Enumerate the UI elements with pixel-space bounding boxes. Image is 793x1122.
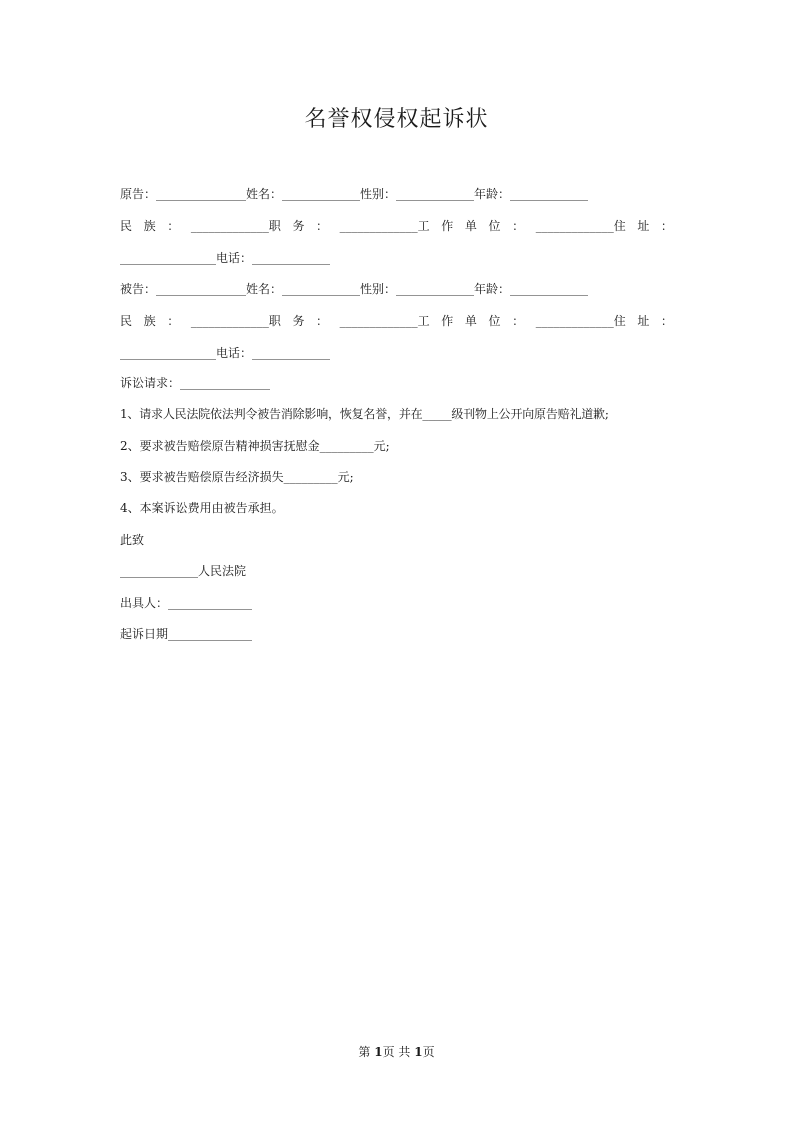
footer-mid: 页 共: [382, 1045, 415, 1059]
text-segment: 务: [292, 314, 305, 328]
text-segment: 族: [143, 314, 156, 328]
text-segment: 族: [143, 219, 156, 233]
text-segment: 作: [441, 314, 454, 328]
issuer-line: 出具人：______________: [120, 596, 253, 610]
text-segment: 位: [488, 314, 501, 328]
text-segment: ：: [167, 314, 180, 328]
text-segment: _____________工: [339, 219, 430, 233]
total-page-number: 1: [414, 1045, 423, 1059]
text-segment: ：: [167, 219, 180, 233]
text-segment: ：: [660, 219, 673, 233]
text-segment: ：: [316, 219, 329, 233]
claim-item: 4、本案诉讼费用由被告承担。: [120, 501, 284, 515]
text-segment: 民: [120, 314, 133, 328]
text-segment: _____________职: [190, 219, 281, 233]
page-footer: [0, 1043, 793, 1060]
current-page-number: 1: [374, 1045, 383, 1059]
court-line: _____________人民法院: [120, 564, 247, 578]
text-segment: _____________住: [535, 219, 626, 233]
plaintiff-line-2: [120, 218, 673, 234]
defendant-line-2: [120, 313, 673, 329]
claim-item: 2、要求被告赔偿原告精神损害抚慰金_________元;: [120, 439, 390, 453]
text-segment: 单: [464, 219, 477, 233]
text-segment: _____________职: [190, 314, 281, 328]
text-segment: ：: [512, 219, 525, 233]
text-segment: ：: [316, 314, 329, 328]
text-segment: 址: [637, 314, 650, 328]
defendant-line-1: 被告：_______________姓名：_____________性别：_____________年龄：_____________: [120, 282, 589, 296]
footer-prefix: 第: [358, 1045, 375, 1059]
text-segment: 址: [637, 219, 650, 233]
claim-item: 3、要求被告赔偿原告经济损失_________元;: [120, 470, 354, 484]
text-segment: ：: [660, 314, 673, 328]
salutation: 此致: [120, 533, 145, 547]
plaintiff-line-3: ________________电话：_____________: [120, 251, 331, 265]
footer-suffix: 页: [422, 1045, 435, 1059]
text-segment: 民: [120, 219, 133, 233]
claims-heading: 诉讼请求：_______________: [120, 376, 271, 390]
text-segment: 务: [292, 219, 305, 233]
filing-date-line: 起诉日期______________: [120, 627, 253, 641]
text-segment: ：: [512, 314, 525, 328]
text-segment: _____________住: [535, 314, 626, 328]
plaintiff-line-1: 原告：_______________姓名：_____________性别：_____________年龄：_____________: [120, 187, 589, 201]
text-segment: 位: [488, 219, 501, 233]
text-segment: 作: [441, 219, 454, 233]
claim-item: 1、请求人民法院依法判令被告消除影响，恢复名誉，并在_____级刊物上公开向原告赔礼道歉;: [120, 407, 609, 421]
text-segment: _____________工: [339, 314, 430, 328]
defendant-line-3: ________________电话：_____________: [120, 346, 331, 360]
text-segment: 单: [464, 314, 477, 328]
document-title: 名誉权侵权起诉状: [304, 107, 489, 132]
